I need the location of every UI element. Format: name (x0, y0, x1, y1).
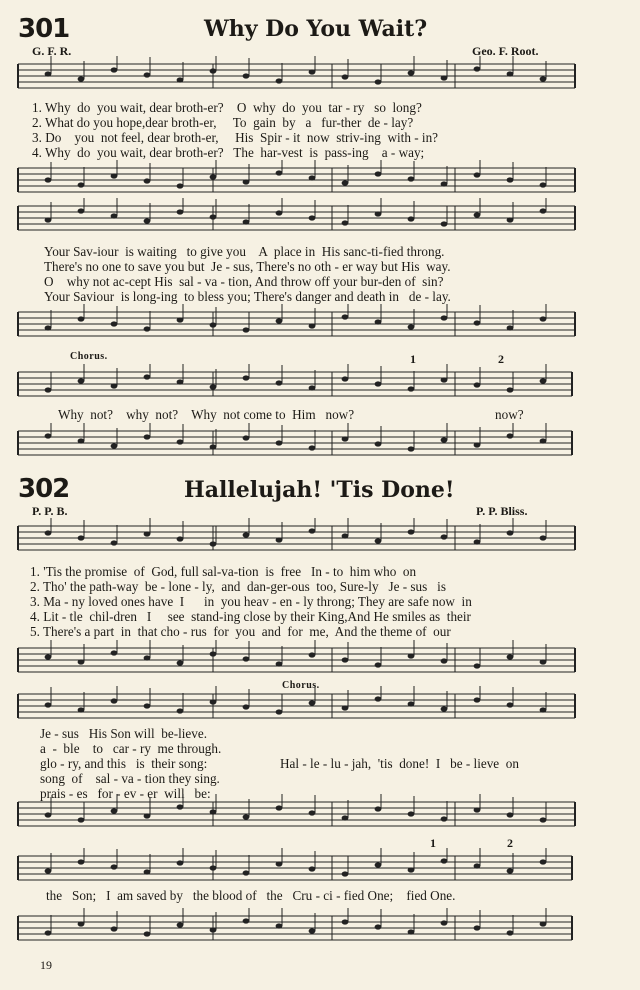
chorus-label: Chorus. (282, 680, 320, 691)
staff-lines (18, 168, 575, 192)
staff-lines (18, 206, 575, 230)
verse-line-4-cont: song of sal - va - tion they sing. (40, 771, 220, 786)
verse-line-3: 3. Do you not feel, dear broth-er, His Spir - it now striv-ing with - in? (32, 130, 439, 145)
music-staff (0, 848, 640, 888)
music-staff (0, 686, 640, 726)
verse-line-4: 4. Why do you wait, dear broth-er? The har-vest is pass-ing a - way; (32, 145, 425, 160)
staff-lines (18, 431, 572, 455)
hymn-number: 301 (18, 14, 70, 44)
music-staff (0, 160, 640, 200)
music-staff (0, 518, 640, 558)
staff-lines (18, 372, 572, 396)
hymn-title: Hallelujah! 'Tis Done! (184, 477, 455, 503)
verse-line-4: 4. Lit - tle chil-dren I see stand-ing close by their King,And He smiles as their (30, 609, 471, 624)
verse-line-2: 2. What do you hope,dear broth-er, To gain by a fur-ther de - lay? (32, 115, 414, 130)
words-credit: P. P. B. (32, 504, 68, 518)
staff-lines (18, 802, 575, 826)
ending-2-marker: 2 (498, 352, 504, 366)
music-staff (0, 56, 640, 96)
verse-line-5-cont: prais - es for - ev - er will be: (40, 786, 211, 801)
staff-lines (18, 526, 575, 550)
staff-lines (18, 64, 575, 88)
verse-line-2-cont: a - ble to car - ry me through. (40, 741, 222, 756)
page-number: 19 (40, 958, 52, 972)
verse-line-4-cont: Your Saviour is long-ing to bless you; There's danger and death in de - lay. (44, 289, 451, 304)
verse-line-3: 3. Ma - ny loved ones have I in you heav - en - ly throng; They are safe now in (30, 594, 472, 609)
verse-line-1: 1. Why do you wait, dear broth-er? O why do you tar - ry so long? (32, 100, 422, 115)
verse-line-2-cont: There's no one to save you but Je - sus, There's no oth - er way but His way. (44, 259, 451, 274)
verse-line-1-cont: Your Sav-iour is waiting to give you A place in His sanc-ti-fied throng. (44, 244, 445, 259)
ending-1-marker: 1 (410, 352, 416, 366)
chorus-ending-lyric: now? (495, 407, 524, 422)
verse-line-1-cont: Je - sus His Son will be-lieve. (40, 726, 208, 741)
music-credit: P. P. Bliss. (476, 504, 528, 518)
music-staff (0, 423, 640, 463)
verse-line-3-cont: glo - ry, and this is their song: (40, 756, 208, 771)
staff-lines (18, 856, 572, 880)
music-staff (0, 794, 640, 834)
words-credit: G. F. R. (32, 44, 72, 58)
verse-line-1: 1. 'Tis the promise of God, full sal-va-tion is free In - to him who on (30, 564, 417, 579)
ending-2-marker: 2 (507, 836, 513, 850)
staff-lines (18, 694, 575, 718)
hymn-title: Why Do You Wait? (204, 16, 428, 42)
music-staff (0, 640, 640, 680)
chorus-lyric: Hal - le - lu - jah, 'tis done! I be - lieve on (280, 756, 519, 771)
verse-line-3-cont: O why not ac-cept His sal - va - tion, And throw off your bur-den of sin? (44, 274, 444, 289)
staff-lines (18, 648, 575, 672)
chorus-lyric: Why not? why not? Why not come to Him now? (58, 407, 355, 422)
music-staff (0, 304, 640, 344)
final-lyric: the Son; I am saved by the blood of the Cru - ci - fied One; fied One. (46, 888, 456, 903)
music-staff (0, 364, 640, 404)
verse-line-2: 2. Tho' the path-way be - lone - ly, and dan-ger-ous too, Sure-ly Je - sus is (30, 579, 446, 594)
music-credit: Geo. F. Root. (472, 44, 539, 58)
chorus-label: Chorus. (70, 351, 108, 362)
staff-lines (18, 916, 572, 940)
verse-line-5: 5. There's a part in that cho - rus for you and for me, And the theme of our (30, 624, 451, 639)
staff-lines (18, 312, 575, 336)
hymn-number: 302 (18, 474, 70, 504)
ending-1-marker: 1 (430, 836, 436, 850)
music-staff (0, 198, 640, 238)
music-staff (0, 908, 640, 948)
